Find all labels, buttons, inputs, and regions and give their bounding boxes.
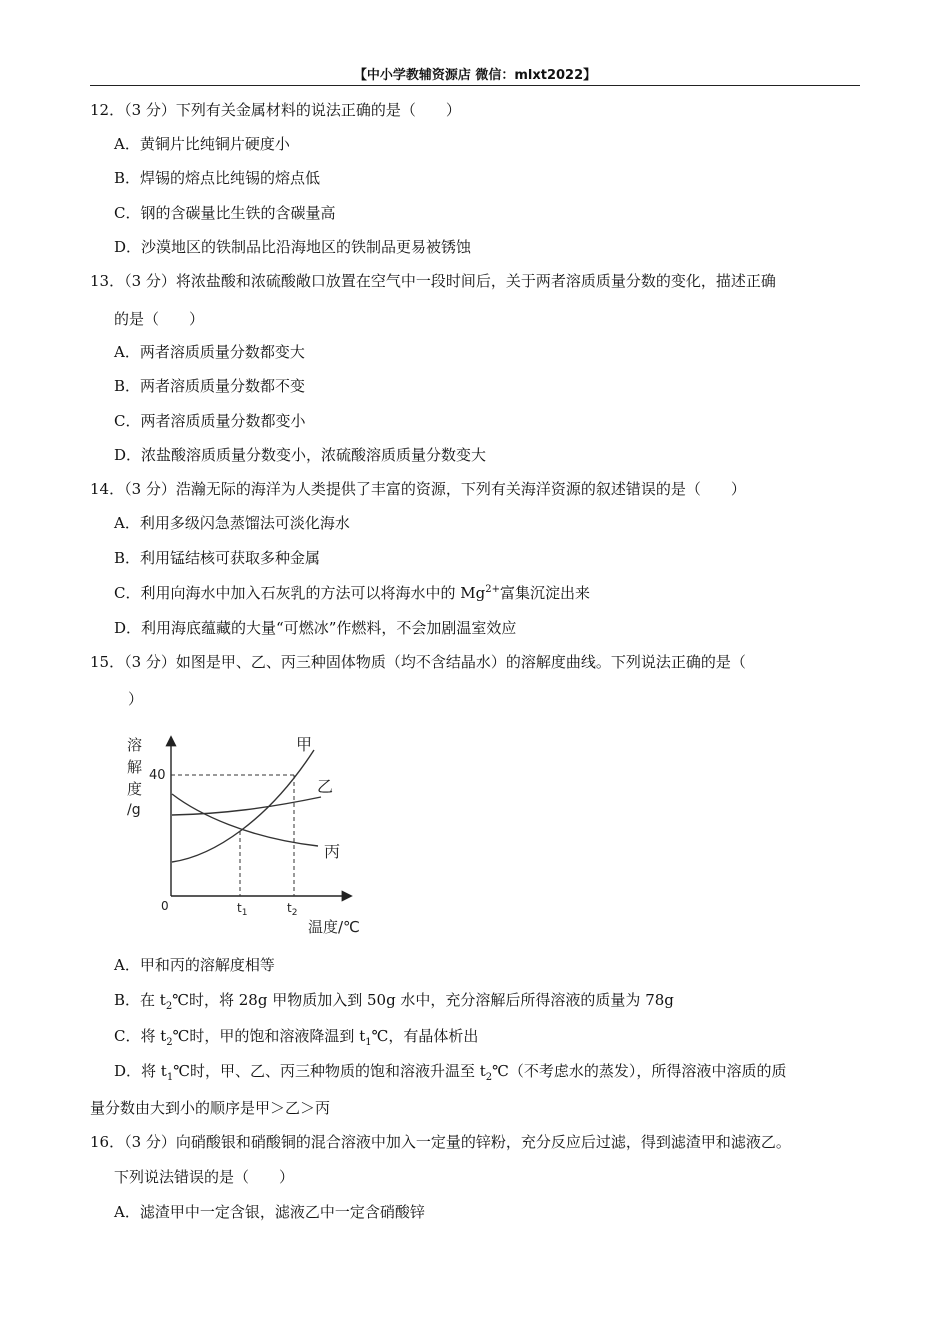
question-15-option-c: C．将 $t_2℃$时，甲的饱和溶液降温到 $t_1℃$，有晶体析出 [114,1027,479,1048]
y-tick-label: 40 [149,768,166,783]
question-13-option-c: C．两者溶质质量分数都变小 [114,412,306,430]
question-12-option-d: D．沙漠地区的铁制品比沿海地区的铁制品更易被锈蚀 [114,238,472,256]
series-label-jia: 甲 [296,735,313,754]
question-15-option-a: A．甲和丙的溶解度相等 [114,956,275,974]
y-label-char-1: 溶 [127,736,143,754]
x-tick-t2: $t_2$ [287,901,298,918]
curve-yi [172,797,321,815]
question-13-stem: 13．（3 分）将浓盐酸和浓硫酸敞口放置在空气中一段时间后，关于两者溶质质量分数的变化，描述正确 [90,272,776,290]
question-12-option-b: B．焊锡的熔点比纯锡的熔点低 [114,169,321,187]
question-14-option-b: B．利用锰结核可获取多种金属 [114,549,321,567]
header-divider [90,85,860,86]
x-axis-label: 温度/℃ [308,918,360,936]
question-13-option-d: D．浓盐酸溶质质量分数变小，浓硫酸溶质质量分数变大 [114,446,487,464]
question-15-option-d-cont: 量分数由大到小的顺序是甲＞乙＞丙 [90,1099,331,1117]
question-12-stem: 12．（3 分）下列有关金属材料的说法正确的是（ ） [90,101,461,119]
question-13-stem-cont: 的是（ ） [114,310,205,328]
question-15-stem-cont: ） [128,690,144,708]
series-label-yi: 乙 [317,777,334,796]
question-14-option-c: C．利用向海水中加入石灰乳的方法可以将海水中的 $Mg^{2+}$富集沉淀出来 [114,584,590,602]
y-label-char-2: 解 [127,758,143,776]
question-13-option-a: A．两者溶质质量分数都变大 [114,343,305,361]
series-label-bing: 丙 [324,842,341,861]
question-14-stem: 14．（3 分）浩瀚无际的海洋为人类提供了丰富的资源，下列有关海洋资源的叙述错误的是（ ） [90,480,746,498]
x-tick-t1: $t_1$ [237,901,248,918]
page-header: 【中小学教辅资源店 微信：mlxt2022】 [353,68,597,83]
question-12-option-c: C．钢的含碳量比生铁的含碳量高 [114,204,336,222]
question-14-option-a: A．利用多级闪急蒸馏法可淡化海水 [114,514,350,532]
curve-jia [172,750,314,862]
question-16-stem-cont: 下列说法错误的是（ ） [114,1168,295,1186]
question-13-option-b: B．两者溶质质量分数都不变 [114,377,306,395]
question-14-option-d: D．利用海底蕴藏的大量“可燃冰”作燃料，不会加剧温室效应 [114,619,517,637]
question-16-stem: 16．（3 分）向硝酸银和硝酸铜的混合溶液中加入一定量的锌粉，充分反应后过滤，得到滤渣甲和滤液乙。 [90,1133,791,1151]
solubility-curve-chart [118,726,378,941]
question-15-option-d: D．将 $t_1℃$时，甲、乙、丙三种物质的饱和溶液升温至 $t_2℃$（不考虑水的蒸发），所得溶液中溶质的质 [114,1062,787,1083]
question-16-option-a: A．滤渣甲中一定含银，滤液乙中一定含硝酸锌 [114,1203,425,1221]
question-12-option-a: A．黄铜片比纯铜片硬度小 [114,135,290,153]
question-15-option-b: B．在 $t_2℃$时，将 28g 甲物质加入到 50g 水中，充分溶解后所得溶液的质量为 78g [114,991,674,1012]
origin-label: 0 [161,899,169,913]
question-15-stem: 15．（3 分）如图是甲、乙、丙三种固体物质（均不含结晶水）的溶解度曲线。下列说法正确的是（ [90,653,746,671]
y-label-char-3: 度 [127,780,143,798]
y-label-char-4: /g [127,802,141,818]
